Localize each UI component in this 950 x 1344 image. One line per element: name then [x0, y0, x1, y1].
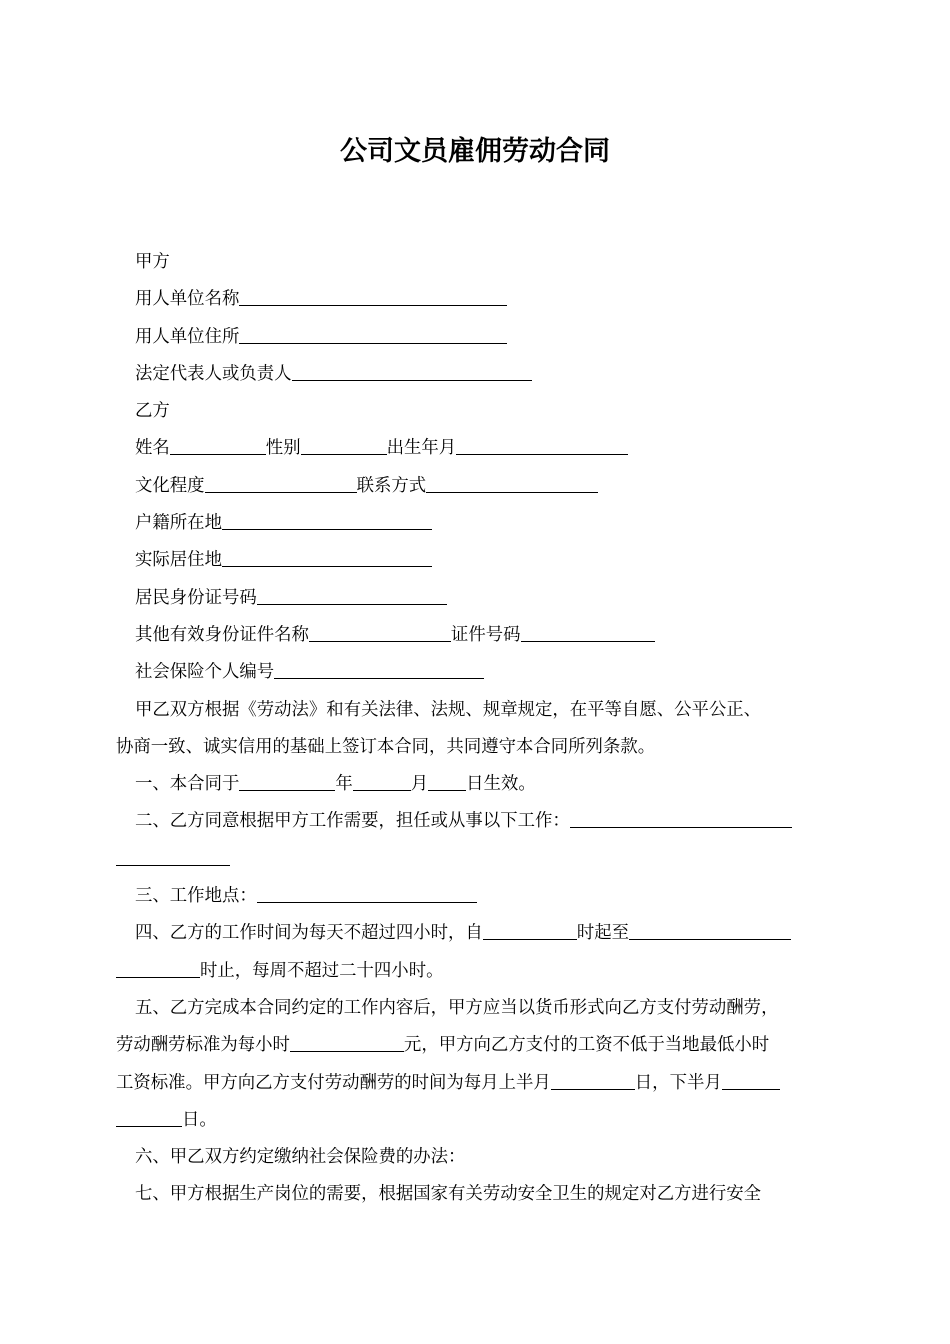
clause-4: 四、乙方的工作时间为每天不超过四小时，自 时起至: [116, 915, 836, 952]
residence-blank[interactable]: [222, 549, 432, 567]
clause-7: 七、甲方根据生产岗位的需要，根据国家有关劳动安全卫生的规定对乙方进行安全: [135, 1184, 762, 1205]
party-a-label: 甲方: [135, 252, 170, 272]
clause-5-line-3: 工资标准。甲方向乙方支付劳动酬劳的时间为每月上半月 日，下半月: [116, 1065, 836, 1102]
hourly-wage-blank[interactable]: [290, 1034, 404, 1052]
party-b-label: 乙方: [135, 401, 170, 422]
other-id-line: 其他有效身份证件名称 证件号码: [116, 617, 836, 654]
first-half-pay-day-blank[interactable]: [551, 1071, 635, 1089]
second-half-pay-day-blank[interactable]: [722, 1071, 780, 1089]
clause-3: 三、工作地点：: [116, 878, 836, 915]
clause-5-line-1: 五、乙方完成本合同约定的工作内容后，甲方应当以货币形式向乙方支付劳动酬劳，: [135, 997, 779, 1018]
other-id-name-blank[interactable]: [309, 624, 451, 642]
effective-month-blank[interactable]: [353, 773, 411, 791]
clause-2-continued: [116, 841, 836, 878]
document-title: 公司文员雇佣劳动合同: [340, 136, 610, 167]
second-half-pay-day-blank-continued[interactable]: [116, 1108, 182, 1126]
clause-1: 一、本合同于 年 月 日生效。: [135, 774, 536, 795]
contact-blank[interactable]: [426, 474, 598, 492]
name-gender-birth-line: 姓名 性别 出生年月: [116, 430, 836, 467]
clause-6: 六、甲乙双方约定缴纳社会保险费的办法：: [135, 1147, 466, 1168]
end-hour-blank[interactable]: [629, 922, 791, 940]
preamble-line-1: 甲乙双方根据《劳动法》和有关法律、法规、规章规定，在平等自愿、公平公正、: [135, 699, 762, 720]
residence-line: 实际居住地: [116, 542, 836, 579]
cert-number-blank[interactable]: [521, 624, 655, 642]
clause-4-continued: 时止，每周不超过二十四小时。: [116, 953, 836, 990]
employer-address-blank[interactable]: [239, 325, 507, 343]
id-number-blank[interactable]: [257, 586, 447, 604]
start-hour-blank[interactable]: [483, 922, 577, 940]
household-line: 户籍所在地: [116, 505, 836, 542]
social-insurance-line: 社会保险个人编号: [116, 654, 836, 691]
job-duty-blank-continued[interactable]: [116, 847, 230, 865]
employer-name-line: 用人单位名称: [116, 281, 836, 318]
education-blank[interactable]: [205, 474, 357, 492]
legal-rep-line: 法定代表人或负责人: [116, 356, 836, 393]
document-body: [116, 244, 836, 1214]
clause-5-line-2: 劳动酬劳标准为每小时 元，甲方向乙方支付的工资不低于当地最低小时: [116, 1035, 770, 1056]
job-duty-blank[interactable]: [570, 810, 792, 828]
legal-rep-blank[interactable]: [292, 363, 532, 381]
employer-address-line: 用人单位住所: [116, 319, 836, 356]
preamble-line-2: 协商一致、诚实信用的基础上签订本合同，共同遵守本合同所列条款。: [116, 736, 656, 757]
clause-2: 二、乙方同意根据甲方工作需要，担任或从事以下工作：: [116, 803, 836, 840]
id-number-line: 居民身份证号码: [116, 580, 836, 617]
birth-blank[interactable]: [456, 437, 628, 455]
name-blank[interactable]: [170, 437, 266, 455]
social-insurance-blank[interactable]: [274, 661, 484, 679]
effective-day-blank[interactable]: [428, 773, 466, 791]
work-location-blank[interactable]: [257, 885, 477, 903]
education-contact-line: 文化程度 联系方式: [116, 468, 836, 505]
clause-5-line-4: 日。: [116, 1102, 836, 1139]
household-blank[interactable]: [222, 512, 432, 530]
gender-blank[interactable]: [301, 437, 387, 455]
employer-name-blank[interactable]: [239, 288, 507, 306]
end-hour-blank-continued[interactable]: [116, 959, 200, 977]
effective-year-blank[interactable]: [239, 773, 335, 791]
